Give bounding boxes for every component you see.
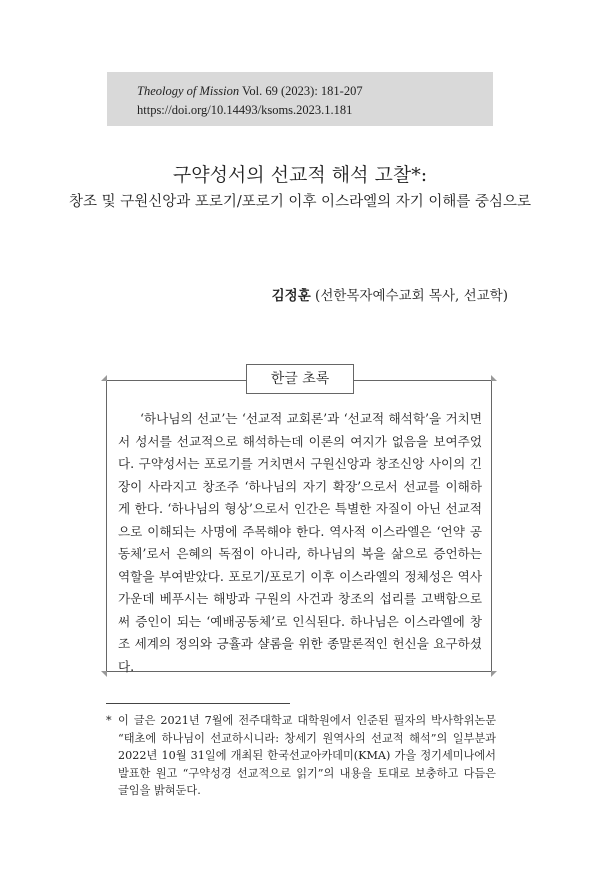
- author-line: [272, 284, 508, 304]
- paper-subtitle: 창조 및 구원신앙과 포로기/포로기 이후 이스라엘의 자기 이해를 중심으로: [69, 194, 531, 210]
- footnote-mark: *: [106, 714, 112, 727]
- frame-corner-decoration: [491, 375, 497, 381]
- journal-citation: [137, 82, 493, 101]
- abstract-body: [118, 408, 482, 678]
- author-name: 김정훈: [271, 288, 311, 304]
- abstract-text: ‘하나님의 선교’는 ‘선교적 교회론’과 ‘선교적 해석학’을 거치면서 성서를 선교적으로 해석하는데 이론의 여지가 없음을 보여주었다. 구약성서는 포로기를 거치면서 구원신앙과 창조신앙 사이의 긴장이 사라지고 창조주 ‘하나님의 자기 확장’으로서 선교를 이해하게 한다. ‘하나님의 형상’으로서 인간은 특별한 자질이 아닌 선교적으로 이해되는 사명에 주목해야 한다. 역사적 이스라엘은 ‘언약 공동체’로서 은혜의 독점이 아니라, 하나님의 복을 삶으로 증언하는 역할을 부여받았다. 포로기/포로기 이후 이스라엘의 정체성은 역사 가운데 베푸시는 해방과 구원의 사건과 창조의 섭리를 고백함으로써 증인이 되는 ‘예배공동체’로 인식된다. 하나님은 이스라엘에 창조 세계의 정의와 긍휼과 샬롬을 위한 종말론적인 헌신을 요구하셨다.: [118, 411, 482, 674]
- footnote: [106, 712, 496, 800]
- journal-header: [107, 72, 493, 126]
- paper-title: 구약성서의 선교적 해석 고찰*:: [172, 164, 428, 186]
- doi-link[interactable]: https://doi.org/10.14493/ksoms.2023.1.181: [137, 103, 353, 117]
- frame-corner-decoration: [101, 671, 107, 677]
- footnote-text: 이 글은 2021년 7월에 전주대학교 대학원에서 인준된 필자의 박사학위논문 “태초에 하나님이 선교하시니라: 창세기 원역사의 선교적 해석”의 일부분과 2022년 10월 31일에 개최된 한국선교아카데미(KMA) 가을 정기세미나에서 발표한 원고 “구약성경 선교적으로 읽기”의 내용을 토대로 보충하고 다듬은 글임을 밝혀둔다.: [118, 714, 496, 797]
- volume-info: Vol. 69 (2023): 181-207: [242, 84, 363, 98]
- frame-corner-decoration: [491, 671, 497, 677]
- frame-corner-decoration: [101, 375, 107, 381]
- journal-name: Theology of Mission: [137, 84, 240, 98]
- footnote-divider: [106, 703, 290, 704]
- abstract-heading: 한글 초록: [246, 364, 354, 394]
- author-affiliation: (선한목자예수교회 목사, 선교학): [315, 288, 508, 304]
